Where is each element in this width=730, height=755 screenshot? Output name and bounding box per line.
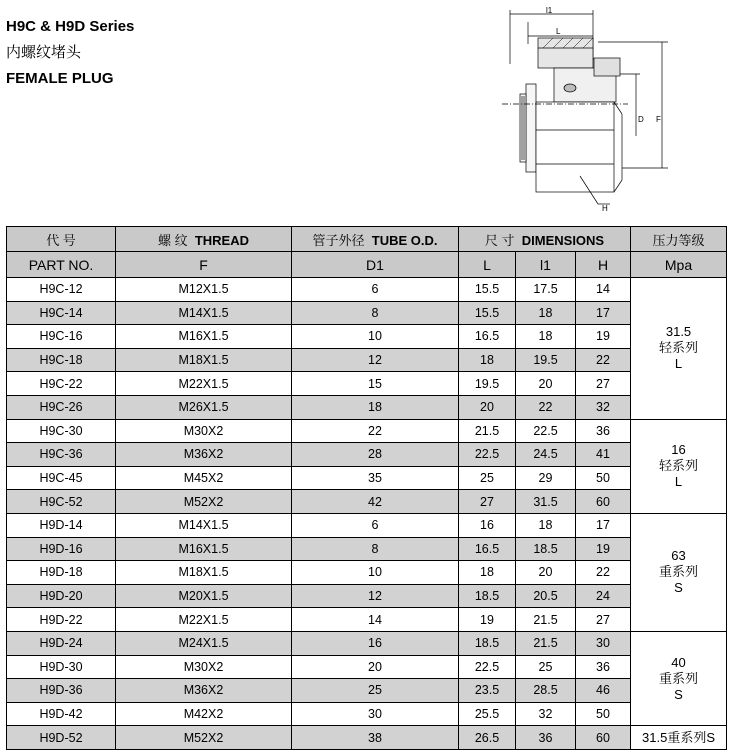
cell-l: 19 [459, 608, 516, 632]
cell-l: 16.5 [459, 325, 516, 349]
dim-label-l1: l1 [546, 6, 553, 15]
cell-d1: 16 [292, 631, 459, 655]
cell-l: 21.5 [459, 419, 516, 443]
cell-l: 22.5 [459, 655, 516, 679]
pressure-value: 31.5重系列S [642, 729, 715, 745]
header-thread-en: THREAD [194, 232, 250, 248]
header-thread-sub: F [116, 252, 292, 278]
cell-d1: 6 [292, 513, 459, 537]
cell-l1: 21.5 [516, 608, 576, 632]
cell-h: 27 [576, 608, 631, 632]
table-row [7, 561, 727, 585]
cell-d1: 30 [292, 702, 459, 726]
pressure-value: 16 [671, 442, 686, 458]
cell-l: 26.5 [459, 726, 516, 750]
cell-d1: 14 [292, 608, 459, 632]
cell-l1: 25 [516, 655, 576, 679]
cell-thread: M36X2 [116, 443, 292, 467]
table-row [7, 702, 727, 726]
pressure-group [631, 631, 727, 725]
cell-h: 27 [576, 372, 631, 396]
header-thread-cn: 螺 纹 [157, 232, 188, 248]
cell-part: H9D-24 [7, 631, 116, 655]
cell-l: 20 [459, 395, 516, 419]
cell-thread: M18X1.5 [116, 348, 292, 372]
cell-d1: 8 [292, 537, 459, 561]
series-title: H9C & H9D Series [6, 18, 135, 35]
cell-d1: 12 [292, 584, 459, 608]
cell-l1: 19.5 [516, 348, 576, 372]
header-pressure-cn: 压力等级 [631, 227, 727, 252]
cell-l1: 18.5 [516, 537, 576, 561]
cell-l1: 18 [516, 301, 576, 325]
cell-part: H9C-12 [7, 278, 116, 302]
cell-h: 19 [576, 325, 631, 349]
cell-h: 46 [576, 679, 631, 703]
header-tube-cn: 管子外径 [312, 232, 365, 248]
cell-thread: M24X1.5 [116, 631, 292, 655]
cell-thread: M52X2 [116, 490, 292, 514]
cell-h: 30 [576, 631, 631, 655]
cell-d1: 38 [292, 726, 459, 750]
table-row [7, 655, 727, 679]
header-part-cn: 代 号 [7, 227, 116, 252]
table-row [7, 584, 727, 608]
cell-d1: 15 [292, 372, 459, 396]
cell-d1: 35 [292, 466, 459, 490]
cell-l: 16.5 [459, 537, 516, 561]
header-dim-cn: 尺 寸 [484, 232, 515, 248]
table-row [7, 395, 727, 419]
cell-thread: M20X1.5 [116, 584, 292, 608]
cell-thread: M14X1.5 [116, 301, 292, 325]
cell-part: H9C-52 [7, 490, 116, 514]
table-row [7, 631, 727, 655]
cell-d1: 25 [292, 679, 459, 703]
cell-thread: M36X2 [116, 679, 292, 703]
table-row [7, 372, 727, 396]
cell-d1: 6 [292, 278, 459, 302]
pressure-code: S [674, 580, 683, 596]
cell-h: 17 [576, 301, 631, 325]
table-row [7, 301, 727, 325]
cell-l1: 20 [516, 561, 576, 585]
cell-part: H9D-16 [7, 537, 116, 561]
cell-thread: M30X2 [116, 655, 292, 679]
cell-h: 36 [576, 419, 631, 443]
header-tube [292, 227, 459, 252]
cell-part: H9C-26 [7, 395, 116, 419]
cell-d1: 28 [292, 443, 459, 467]
cell-part: H9C-18 [7, 348, 116, 372]
header-dim-l1: l1 [516, 252, 576, 278]
cell-l1: 31.5 [516, 490, 576, 514]
cell-part: H9D-20 [7, 584, 116, 608]
cell-h: 32 [576, 395, 631, 419]
cell-l1: 17.5 [516, 278, 576, 302]
dim-label-f: F [656, 115, 661, 124]
cell-l: 18 [459, 561, 516, 585]
cell-l1: 24.5 [516, 443, 576, 467]
cell-part: H9D-36 [7, 679, 116, 703]
cell-thread: M52X2 [116, 726, 292, 750]
cell-h: 19 [576, 537, 631, 561]
cell-d1: 20 [292, 655, 459, 679]
cell-l1: 32 [516, 702, 576, 726]
cell-l1: 20 [516, 372, 576, 396]
cell-part: H9D-52 [7, 726, 116, 750]
cell-h: 50 [576, 702, 631, 726]
cell-l: 16 [459, 513, 516, 537]
cell-h: 14 [576, 278, 631, 302]
header-part-en: PART NO. [7, 252, 116, 278]
pressure-series: 重系列 [659, 564, 699, 580]
cell-thread: M22X1.5 [116, 608, 292, 632]
cell-l: 25.5 [459, 702, 516, 726]
table-row [7, 278, 727, 302]
cell-d1: 12 [292, 348, 459, 372]
cell-part: H9D-14 [7, 513, 116, 537]
cell-thread: M42X2 [116, 702, 292, 726]
header-dim-l: L [459, 252, 516, 278]
cell-part: H9C-16 [7, 325, 116, 349]
table-row [7, 726, 727, 750]
cell-l: 15.5 [459, 301, 516, 325]
cell-part: H9C-45 [7, 466, 116, 490]
cell-h: 60 [576, 726, 631, 750]
cell-d1: 22 [292, 419, 459, 443]
cell-l1: 18 [516, 513, 576, 537]
cell-part: H9C-22 [7, 372, 116, 396]
cell-h: 17 [576, 513, 631, 537]
cell-l: 25 [459, 466, 516, 490]
pressure-series: 轻系列 [659, 340, 699, 356]
header-dim-h: H [576, 252, 631, 278]
cell-l1: 20.5 [516, 584, 576, 608]
cell-thread: M30X2 [116, 419, 292, 443]
product-name-en: FEMALE PLUG [6, 70, 114, 87]
cell-d1: 10 [292, 325, 459, 349]
table-row [7, 443, 727, 467]
cell-h: 41 [576, 443, 631, 467]
pressure-series: 重系列 [659, 670, 699, 686]
pressure-series: 轻系列 [659, 458, 699, 474]
cell-h: 60 [576, 490, 631, 514]
header-dim-en: DIMENSIONS [521, 232, 605, 248]
table-row [7, 513, 727, 537]
cell-l: 18.5 [459, 631, 516, 655]
table-row [7, 537, 727, 561]
table-row [7, 419, 727, 443]
cell-l1: 29 [516, 466, 576, 490]
cell-l: 18 [459, 348, 516, 372]
dim-label-d: D [638, 115, 644, 124]
cell-l: 22.5 [459, 443, 516, 467]
cell-l1: 21.5 [516, 631, 576, 655]
header-thread [116, 227, 292, 252]
cell-part: H9D-18 [7, 561, 116, 585]
header-dimensions [459, 227, 631, 252]
pressure-value: 63 [671, 548, 686, 564]
cell-part: H9D-22 [7, 608, 116, 632]
cell-h: 22 [576, 561, 631, 585]
cell-thread: M18X1.5 [116, 561, 292, 585]
cell-thread: M14X1.5 [116, 513, 292, 537]
cell-h: 24 [576, 584, 631, 608]
pressure-group [631, 726, 727, 750]
cell-part: H9D-42 [7, 702, 116, 726]
cell-part: H9C-14 [7, 301, 116, 325]
table-row [7, 348, 727, 372]
pressure-code: L [674, 356, 683, 372]
cell-d1: 42 [292, 490, 459, 514]
cell-thread: M22X1.5 [116, 372, 292, 396]
pressure-code: S [674, 686, 683, 702]
cell-h: 36 [576, 655, 631, 679]
cell-l: 19.5 [459, 372, 516, 396]
cell-l: 27 [459, 490, 516, 514]
cell-l: 23.5 [459, 679, 516, 703]
pressure-code: L [674, 474, 683, 490]
cell-l1: 36 [516, 726, 576, 750]
cell-h: 50 [576, 466, 631, 490]
cell-thread: M16X1.5 [116, 325, 292, 349]
cell-part: H9D-30 [7, 655, 116, 679]
cell-thread: M12X1.5 [116, 278, 292, 302]
table-row [7, 466, 727, 490]
header-tube-en: TUBE O.D. [371, 232, 438, 248]
pressure-group [631, 278, 727, 420]
pressure-group [631, 513, 727, 631]
cell-l1: 22 [516, 395, 576, 419]
header-pressure-unit: Mpa [631, 252, 727, 278]
pressure-value: 40 [671, 654, 686, 670]
cell-thread: M45X2 [116, 466, 292, 490]
spec-table [6, 226, 727, 750]
cell-d1: 10 [292, 561, 459, 585]
cell-d1: 8 [292, 301, 459, 325]
title-block [6, 14, 134, 92]
header-tube-sub: D1 [292, 252, 459, 278]
female-plug-drawing [498, 4, 673, 212]
cell-thread: M16X1.5 [116, 537, 292, 561]
cell-l1: 22.5 [516, 419, 576, 443]
cell-part: H9C-30 [7, 419, 116, 443]
table-row [7, 325, 727, 349]
cell-l1: 18 [516, 325, 576, 349]
pressure-group [631, 419, 727, 513]
cell-thread: M26X1.5 [116, 395, 292, 419]
cell-l: 18.5 [459, 584, 516, 608]
product-name-cn: 内螺纹堵头 [6, 44, 82, 61]
dim-label-l: L [556, 27, 561, 36]
pressure-value: 31.5 [665, 324, 692, 340]
cell-d1: 18 [292, 395, 459, 419]
table-row [7, 608, 727, 632]
table-row [7, 679, 727, 703]
dim-label-h: H [602, 204, 608, 212]
cell-l: 15.5 [459, 278, 516, 302]
table-row [7, 490, 727, 514]
cell-h: 22 [576, 348, 631, 372]
cell-part: H9C-36 [7, 443, 116, 467]
cell-l1: 28.5 [516, 679, 576, 703]
